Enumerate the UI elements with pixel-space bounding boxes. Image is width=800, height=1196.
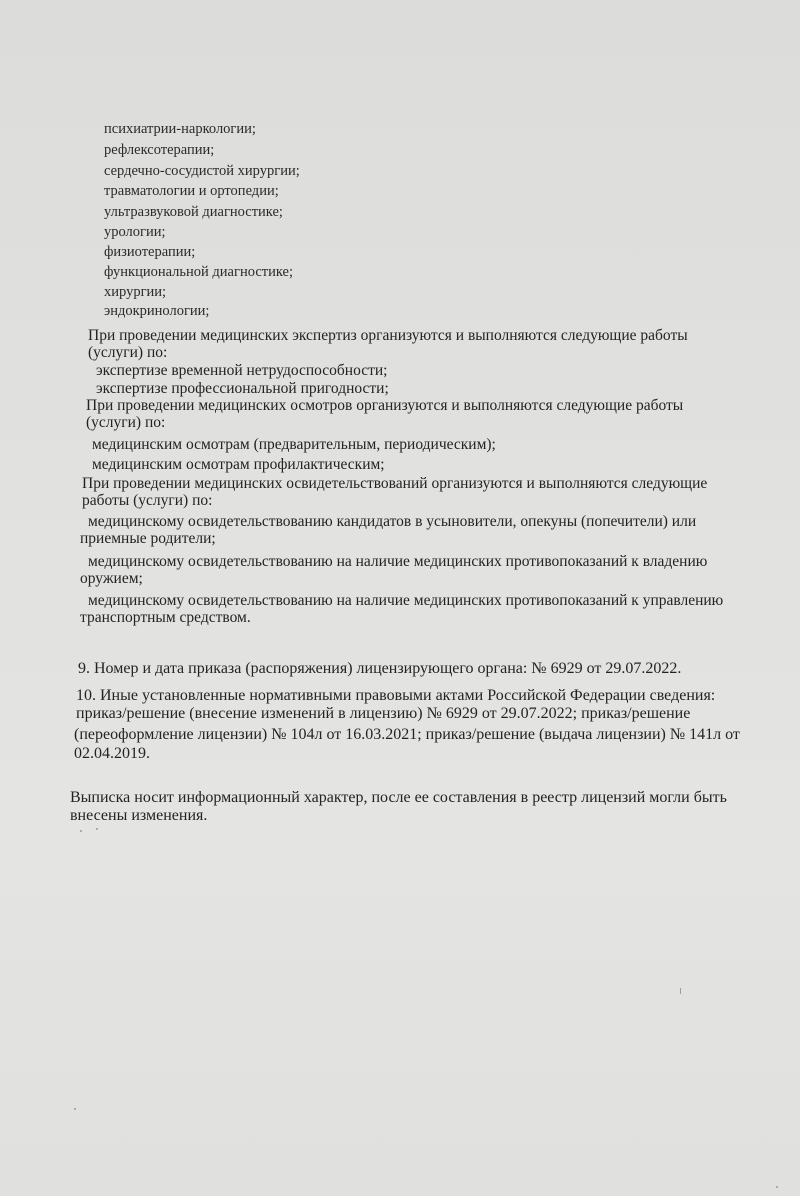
section-item: медицинскому освидетельствованию на наличие медицинских противопоказаний к владению [88, 553, 708, 570]
specialty-item: сердечно-сосудистой хирургии; [104, 163, 300, 179]
scan-speck [80, 830, 82, 832]
specialty-item: рефлексотерапии; [104, 142, 215, 158]
disclaimer-line: внесены изменения. [70, 807, 208, 824]
section-item: медицинским осмотрам (предварительным, периодическим); [92, 436, 496, 453]
section-intro: При проведении медицинских экспертиз организуются и выполняются следующие работы [88, 327, 688, 344]
section-item: медицинскому освидетельствованию кандидатов в усыновители, опекуны (попечители) или [88, 513, 697, 530]
item-10-line: (переоформление лицензии) № 104л от 16.03.2021; приказ/решение (выдача лицензии) № 141л от [74, 726, 740, 743]
specialty-item: травматологии и ортопедии; [104, 183, 279, 199]
section-item: медицинским осмотрам профилактическим; [92, 456, 385, 473]
specialty-item: физиотерапии; [104, 244, 196, 260]
section-intro: При проведении медицинских освидетельствований организуются и выполняются следующие [82, 475, 708, 492]
section-item: приемные родители; [80, 530, 216, 547]
scan-speck [74, 1108, 76, 1110]
scan-speck [776, 1186, 778, 1188]
disclaimer-line: Выписка носит информационный характер, после ее составления в реестр лицензий могли быть [70, 789, 727, 806]
item-10-line: 10. Иные установленные нормативными правовыми актами Российской Федерации сведения: [76, 687, 716, 704]
section-item: экспертизе профессиональной пригодности; [96, 380, 389, 397]
section-item: экспертизе временной нетрудоспособности; [96, 362, 388, 379]
section-intro: (услуги) по: [86, 414, 166, 431]
specialty-item: психиатрии-наркологии; [104, 121, 256, 137]
specialty-item: эндокринологии; [104, 303, 210, 319]
scan-speck [96, 828, 98, 830]
section-item: оружием; [80, 570, 143, 587]
specialty-item: ультразвуковой диагностике; [104, 204, 283, 220]
section-item: медицинскому освидетельствованию на наличие медицинских противопоказаний к управлению [88, 592, 724, 609]
specialty-item: урологии; [104, 224, 166, 240]
section-intro: (услуги) по: [88, 344, 168, 361]
item-9-text: 9. Номер и дата приказа (распоряжения) лицензирующего органа: № 6929 от 29.07.2022. [78, 660, 682, 677]
item-10-line: приказ/решение (внесение изменений в лицензию) № 6929 от 29.07.2022; приказ/решение [76, 705, 691, 722]
scan-speck [680, 988, 681, 994]
item-10-line: 02.04.2019. [74, 745, 150, 762]
section-intro: работы (услуги) по: [82, 492, 213, 509]
specialty-item: хирургии; [104, 284, 167, 300]
specialty-item: функциональной диагностике; [104, 264, 293, 280]
section-intro: При проведении медицинских осмотров организуются и выполняются следующие работы [86, 397, 684, 414]
section-item: транспортным средством. [80, 609, 251, 626]
